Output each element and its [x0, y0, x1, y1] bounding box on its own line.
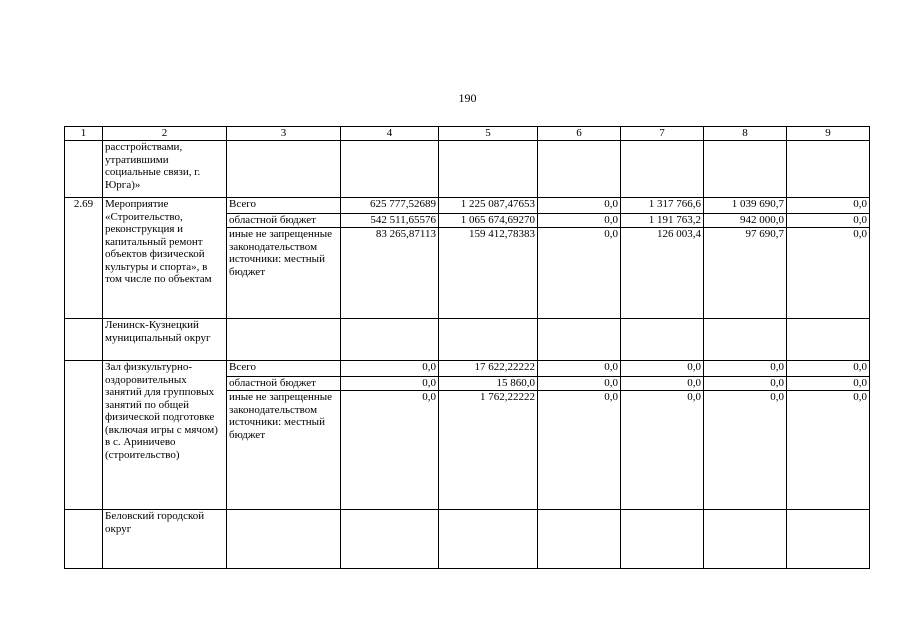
value-cell: 942 000,0	[704, 214, 787, 228]
value-cell: 625 777,52689	[341, 198, 439, 214]
table-header-row	[65, 127, 870, 141]
column-header: 5	[439, 127, 538, 141]
value-cell: 0,0	[787, 391, 870, 510]
value-cell: 0,0	[341, 361, 439, 377]
table-row	[65, 198, 870, 214]
value-cell: 1 039 690,7	[704, 198, 787, 214]
value-cell: 0,0	[704, 377, 787, 391]
column-header: 7	[621, 127, 704, 141]
value-cell: 1 065 674,69270	[439, 214, 538, 228]
table-row	[65, 510, 870, 569]
column-header: 9	[787, 127, 870, 141]
value-cell: 0,0	[538, 391, 621, 510]
value-cell: 97 690,7	[704, 228, 787, 319]
column-header: 2	[103, 127, 227, 141]
value-cell: 0,0	[341, 391, 439, 510]
value-cell: 0,0	[538, 228, 621, 319]
source-cell: Всего	[227, 361, 341, 377]
value-cell: 17 622,22222	[439, 361, 538, 377]
value-cell: 0,0	[341, 377, 439, 391]
value-cell: 83 265,87113	[341, 228, 439, 319]
value-cell: 542 511,65576	[341, 214, 439, 228]
budget-table	[64, 126, 870, 569]
value-cell: 0,0	[704, 361, 787, 377]
value-cell: 1 191 763,2	[621, 214, 704, 228]
value-cell: 0,0	[787, 228, 870, 319]
value-cell: 0,0	[538, 214, 621, 228]
value-cell: 0,0	[538, 377, 621, 391]
value-cell: 0,0	[787, 198, 870, 214]
source-cell: иные не запрещенные законодательством источники: местный бюджет	[227, 391, 341, 510]
continued-name-cell: расстройствами, утратившими социальные связи, г. Юрга)»	[103, 141, 227, 198]
value-cell: 0,0	[704, 391, 787, 510]
value-cell: 0,0	[538, 198, 621, 214]
event-number-cell: 2.69	[65, 198, 103, 319]
value-cell: 0,0	[621, 391, 704, 510]
value-cell: 126 003,4	[621, 228, 704, 319]
column-header: 1	[65, 127, 103, 141]
event-name-cell: Мероприятие «Строительство, реконструкция и капитальный ремонт объектов физической культуры и спорта», в том числе по объектам	[103, 198, 227, 319]
source-cell: иные не запрещенные законодательством источники: местный бюджет	[227, 228, 341, 319]
municipality-name-cell: Беловский городской округ	[103, 510, 227, 569]
table-row	[65, 319, 870, 361]
table-row	[65, 141, 870, 198]
value-cell: 0,0	[621, 377, 704, 391]
column-header: 6	[538, 127, 621, 141]
municipality-name-cell: Ленинск-Кузнецкий муниципальный округ	[103, 319, 227, 361]
table-row	[65, 361, 870, 377]
value-cell: 0,0	[621, 361, 704, 377]
source-cell: областной бюджет	[227, 214, 341, 228]
value-cell: 0,0	[787, 377, 870, 391]
source-cell: областной бюджет	[227, 377, 341, 391]
value-cell: 0,0	[538, 361, 621, 377]
column-header: 4	[341, 127, 439, 141]
value-cell: 1 317 766,6	[621, 198, 704, 214]
column-header: 8	[704, 127, 787, 141]
source-cell: Всего	[227, 198, 341, 214]
value-cell: 0,0	[787, 361, 870, 377]
object-name-cell: Зал физкультурно-оздоровительных занятий для групповых занятий по общей физической подготовке (включая игры с мячом) в с. Ариничево (строительство)	[103, 361, 227, 510]
value-cell: 159 412,78383	[439, 228, 538, 319]
page-number: 190	[458, 91, 477, 105]
value-cell: 0,0	[787, 214, 870, 228]
value-cell: 15 860,0	[439, 377, 538, 391]
value-cell: 1 225 087,47653	[439, 198, 538, 214]
column-header: 3	[227, 127, 341, 141]
value-cell: 1 762,22222	[439, 391, 538, 510]
